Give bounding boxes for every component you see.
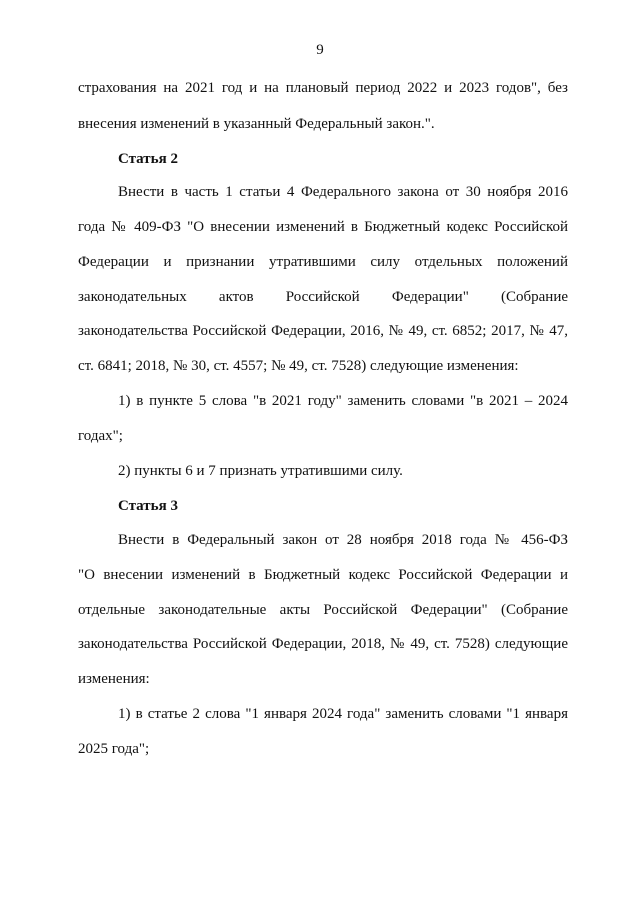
article-3-heading: Статья 3 — [118, 498, 178, 514]
article-2-paragraph-line: года № 409-ФЗ "О внесении изменений в Бюджетный кодекс Российской — [78, 219, 568, 235]
article-3-paragraph-line: законодательства Российской Федерации, 2018, № 49, ст. 7528) следующие — [78, 636, 568, 652]
article-2-paragraph-line: Федерации и признании утратившими силу отдельных положений — [78, 254, 568, 270]
article-2-item-1-cont: годах"; — [78, 428, 123, 444]
page-number: 9 — [316, 42, 324, 58]
article-3-paragraph-line: изменения: — [78, 671, 150, 687]
article-2-heading: Статья 2 — [118, 151, 178, 167]
article-3-item-1: 1) в статье 2 слова "1 января 2024 года" заменить словами "1 января — [118, 706, 568, 722]
article-3-paragraph-line: Внести в Федеральный закон от 28 ноября 2018 года № 456-ФЗ — [118, 532, 568, 548]
article-2-item-1: 1) в пункте 5 слова "в 2021 году" заменить словами "в 2021 – 2024 — [118, 393, 568, 409]
intro-text-line: страхования на 2021 год и на плановый период 2022 и 2023 годов", без — [78, 80, 568, 96]
article-2-paragraph-line: ст. 6841; 2018, № 30, ст. 4557; № 49, ст. 7528) следующие изменения: — [78, 358, 519, 374]
intro-text-line: внесения изменений в указанный Федеральный закон.". — [78, 116, 435, 132]
article-3-item-1-cont: 2025 года"; — [78, 741, 150, 757]
article-3-paragraph-line: отдельные законодательные акты Российской Федерации" (Собрание — [78, 602, 568, 618]
article-2-paragraph-line: законодательства Российской Федерации, 2016, № 49, ст. 6852; 2017, № 47, — [78, 323, 568, 339]
article-2-item-2: 2) пункты 6 и 7 признать утратившими силу. — [118, 463, 403, 479]
article-2-paragraph-line: Внести в часть 1 статьи 4 Федерального закона от 30 ноября 2016 — [118, 184, 568, 200]
article-3-paragraph-line: "О внесении изменений в Бюджетный кодекс Российской Федерации и — [78, 567, 568, 583]
article-2-paragraph-line: законодательных актов Российской Федерации" (Собрание — [78, 289, 568, 305]
